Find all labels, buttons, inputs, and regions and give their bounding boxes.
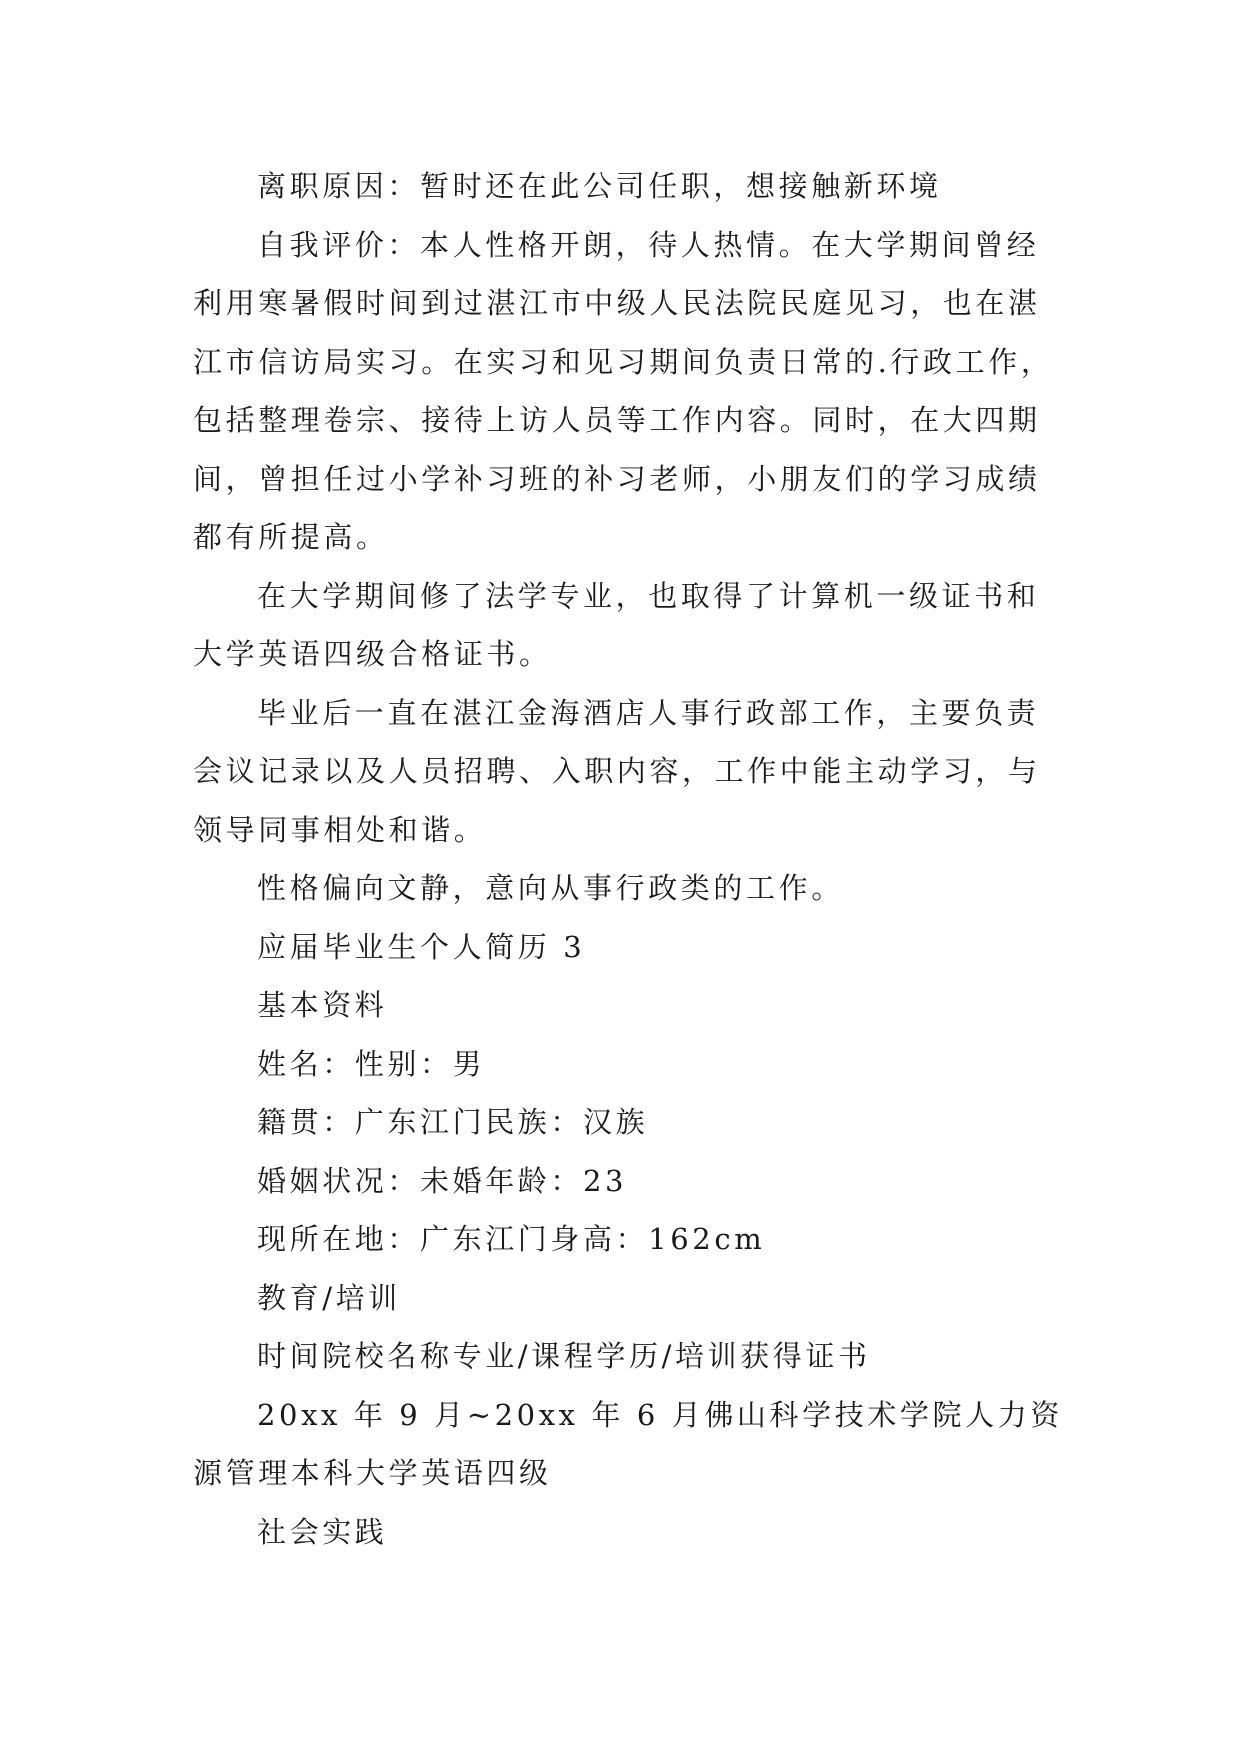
section-heading-education: 教育/培训 [257,1280,401,1315]
info-line-name-gender: 姓名：性别：男 [257,1046,486,1081]
paragraph-university-study: 在大学期间修了法学专业，也取得了计算机一级证书和大学英语四级合格证书。 [193,578,1040,671]
info-line-hometown-ethnicity: 籍贯：广东江门民族：汉族 [257,1105,649,1139]
document-body [193,157,1065,1561]
paragraph-work-experience: 毕业后一直在湛江金海酒店人事行政部工作，主要负责会议记录以及人员招聘、入职内容，工作中能主动学习，与领导同事相处和谐。 [193,695,1041,847]
section-heading-resume-3: 应届毕业生个人简历 3 [257,929,586,964]
education-entry: 20xx 年 9 月~20xx 年 6 月佛山科学技术学院人力资源管理本科大学英语四级 [193,1397,1063,1490]
paragraph-self-evaluation: 自我评价：本人性格开朗，待人热情。在大学期间曾经利用寒暑假时间到过湛江市中级人民法院民庭见习，也在湛江市信访局实习。在实习和见习期间负责日常的.行政工作，包括整理卷宗、接待上访人员等工作内容。同时，在大四期间，曾担任过小学补习班的补习老师，小朋友们的学习成绩都有所提高。 [193,227,1054,554]
paragraph-resignation-reason: 离职原因：暂时还在此公司任职，想接触新环境 [257,169,942,203]
info-line-location-height: 现所在地：广东江门身高：162cm [257,1222,766,1256]
education-header-line: 时间院校名称专业/课程学历/培训获得证书 [257,1339,871,1373]
info-line-marital-age: 婚姻状况：未婚年龄：23 [257,1163,628,1198]
paragraph-personality: 性格偏向文静，意向从事行政类的工作。 [257,871,844,905]
section-heading-basic-info: 基本资料 [257,988,388,1022]
section-heading-social-practice: 社会实践 [257,1514,388,1549]
